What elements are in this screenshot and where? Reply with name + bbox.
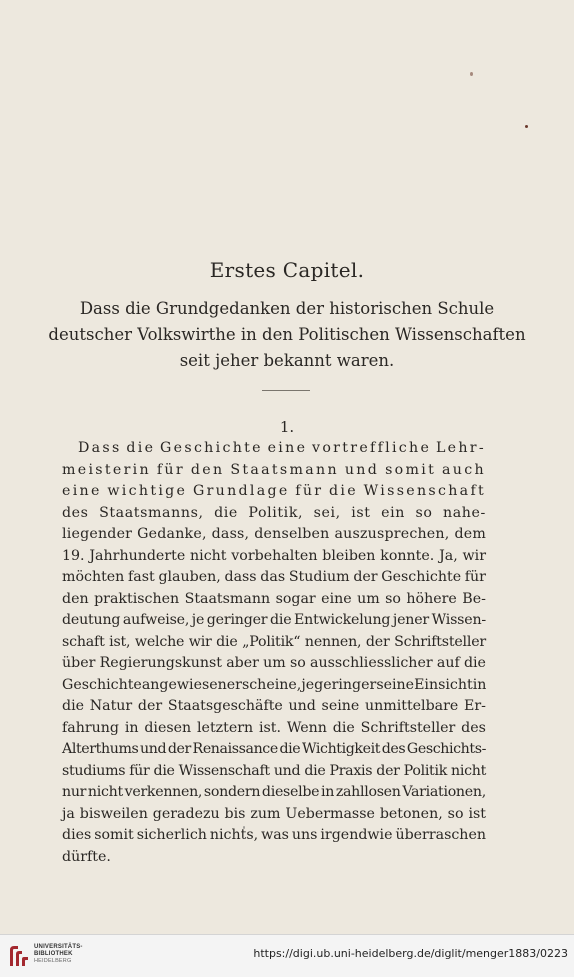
text-line: Geschichte angewiesen erscheine, je geringer seine Einsicht in — [62, 676, 487, 693]
text-line: nur nicht verkennen, sondern dieselbe in zahllosen Variationen, — [62, 784, 486, 800]
university-library-logo-icon[interactable] — [6, 942, 34, 970]
body-paragraph — [62, 438, 486, 868]
text-line: den praktischen Staatsmann sogar eine um so höhere Be- — [62, 590, 486, 607]
text-line: studiums für die Wissenschaft und die Praxis der Politik nicht — [62, 762, 486, 779]
chapter-subtitle — [0, 296, 574, 374]
library-name — [34, 944, 83, 965]
text-line: Dass die Geschichte eine vortreffliche Lehr- — [78, 440, 486, 456]
text-line: dies somit sicherlich nichts, was uns irgendwie überraschen — [62, 827, 486, 843]
subtitle-line: seit jeher bekannt waren. — [179, 351, 395, 370]
permalink-url[interactable]: https://digi.ub.uni-heidelberg.de/diglit/menger1883/0223 — [253, 947, 568, 960]
chapter-title: Erstes Capitel. — [209, 258, 365, 282]
text-line: schaft ist, welche wir die „Politik“ nennen, der Schriftsteller — [62, 633, 486, 650]
text-line: eine wichtige Grundlage für die Wissenschaft — [62, 483, 486, 499]
text-line: liegender Gedanke, dass, denselben auszusprechen, dem — [62, 526, 486, 542]
paper-speck — [525, 125, 528, 128]
text-line: Alterthums und der Renaissance die Wichtigkeit des Geschichts- — [62, 741, 486, 757]
library-name-line: UNIVERSITÄTS- — [34, 944, 83, 950]
section-divider — [262, 390, 310, 391]
text-line: 19. Jahrhunderte nicht vorbehalten bleiben konnte. Ja, wir — [62, 547, 486, 564]
text-line: über Regierungskunst aber um so ausschliesslicher auf die — [62, 655, 486, 671]
text-line: möchten fast glauben, dass das Studium der Geschichte für — [62, 569, 486, 585]
library-name-line: HEIDELBERG — [34, 958, 72, 964]
text-line: die Natur der Staatsgeschäfte und seine unmittelbare Er- — [62, 698, 486, 714]
subtitle-line: Dass die Grundgedanken der historischen Schule — [79, 299, 495, 318]
text-line: dürfte. — [62, 848, 111, 865]
viewer-footer — [0, 934, 574, 977]
text-line: fahrung in diesen letztern ist. Wenn die Schriftsteller des — [62, 719, 486, 736]
text-line: meisterin für den Staatsmann und somit auch — [62, 461, 486, 478]
library-name-line: BIBLIOTHEK — [34, 951, 73, 957]
subtitle-line: deutscher Volkswirthe in den Politischen Wissenschaften — [48, 325, 526, 344]
paper-speck — [470, 72, 473, 76]
section-number: 1. — [279, 418, 295, 436]
text-line: deutung aufweise, je geringer die Entwickelung jener Wissen- — [62, 612, 486, 628]
text-line: ja bisweilen geradezu bis zum Uebermasse betonen, so ist — [62, 805, 486, 822]
text-line: des Staatsmanns, die Politik, sei, ist ein so nahe- — [62, 504, 486, 521]
